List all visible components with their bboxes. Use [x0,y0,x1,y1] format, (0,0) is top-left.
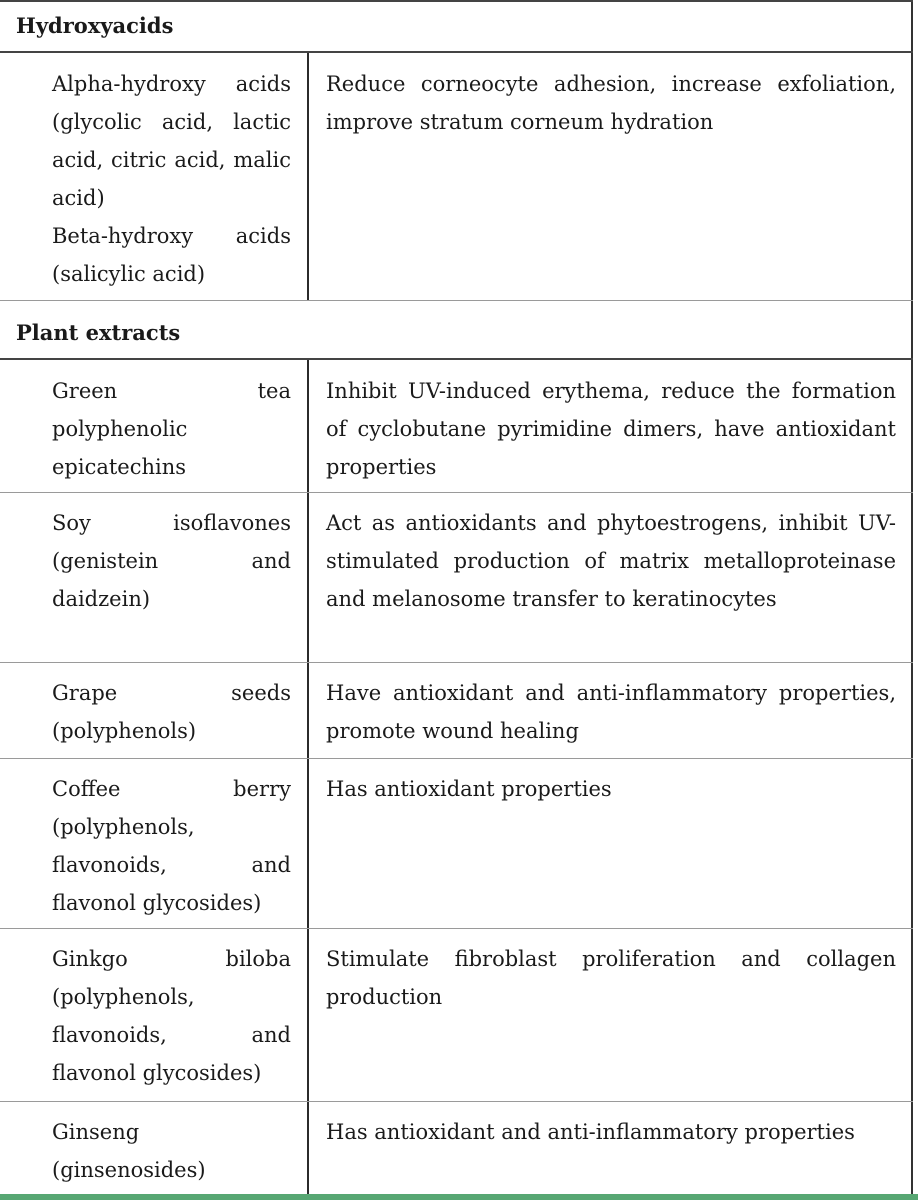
agent-cell [52,65,291,293]
effect-text: Stimulate fibroblast proliferation and collagen production [326,947,896,1009]
agent-text: Soy isoflavones (genistein and daidzein) [52,511,291,611]
agent-text: Ginseng (ginsenosides) [52,1120,206,1182]
effect-text: Inhibit UV-induced erythema, reduce the formation of cyclobutane pyrimidine dimers, have antioxidant properties [326,379,896,479]
effect-text: Reduce corneocyte adhesion, increase exfoliation, improve stratum corneum hydration [326,72,896,134]
agent-text: Beta-hydroxy acids (salicylic acid) [52,224,291,286]
agent-cell [52,940,291,1092]
effect-text: Has antioxidant and anti-inflammatory properties [326,1120,855,1144]
agent-cell [52,674,291,750]
agent-cell [52,770,291,922]
column-divider [307,493,309,662]
column-divider [307,663,309,758]
table-row [0,360,911,492]
effect-cell [326,65,896,141]
column-divider [307,1102,309,1194]
effect-cell [326,940,896,1016]
section-header-hydroxyacids: Hydroxyacids [16,13,174,38]
row-rule [0,300,913,301]
section-header-plant-extracts: Plant extracts [16,320,181,345]
effect-text: Has antioxidant properties [326,777,612,801]
effect-cell [326,674,896,750]
effect-text: Act as antioxidants and phytoestrogens, inhibit UV-stimulated production of matrix metalloproteinase and melanosome transfer to keratinocytes [326,511,896,611]
effect-cell [326,504,896,618]
agent-text: Alpha-hydroxy acids (glycolic acid, lactic acid, citric acid, malic acid) [52,72,291,210]
agent-cell [52,372,291,486]
table-row [0,53,911,300]
effect-cell [326,372,896,486]
table-top-rule [0,0,913,2]
table-row [0,1102,911,1194]
column-divider [307,360,309,492]
agent-text: Ginkgo biloba (polyphenols, flavonoids, and flavonol glycosides) [52,947,291,1085]
effect-text: Have antioxidant and anti-inflammatory properties, promote wound healing [326,681,896,743]
agent-text: Coffee berry (polyphenols, flavonoids, and flavonol glycosides) [52,777,291,915]
agent-text: Green tea polyphenolic epicatechins [52,379,291,479]
column-divider [307,929,309,1101]
effect-cell [326,1113,896,1151]
table-row [0,663,911,758]
agent-cell [52,504,291,618]
column-divider [307,53,309,300]
table-row [0,929,911,1101]
effect-cell [326,770,896,808]
agent-cell [52,1113,291,1189]
agent-text: Grape seeds (polyphenols) [52,681,291,743]
table-row [0,493,911,662]
column-divider [307,759,309,928]
bottom-accent-bar [0,1194,918,1200]
table-row [0,759,911,928]
